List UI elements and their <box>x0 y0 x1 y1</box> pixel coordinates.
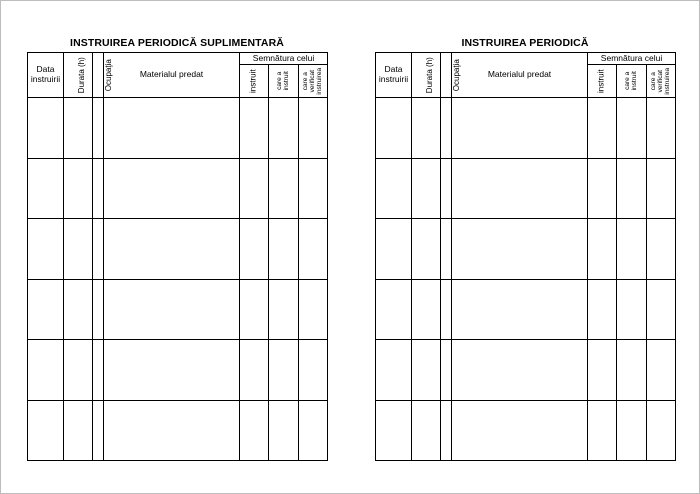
cell-data[interactable] <box>376 340 412 401</box>
cell-verificat[interactable] <box>299 98 328 159</box>
table-row <box>376 158 676 219</box>
cell-durata[interactable] <box>412 400 441 461</box>
cell-materialul[interactable] <box>104 340 240 401</box>
cell-ocupatia[interactable] <box>441 158 452 219</box>
cell-care-a-instruit[interactable] <box>617 98 647 159</box>
table-row <box>28 98 328 159</box>
cell-materialul[interactable] <box>104 279 240 340</box>
header-durata: Durata (h) <box>412 53 441 98</box>
cell-ocupatia[interactable] <box>93 98 104 159</box>
cell-materialul[interactable] <box>452 340 588 401</box>
header-semnatura: Semnătura celui <box>588 53 676 65</box>
cell-durata[interactable] <box>64 158 93 219</box>
cell-verificat[interactable] <box>647 400 676 461</box>
header-durata: Durata (h) <box>64 53 93 98</box>
cell-verificat[interactable] <box>647 219 676 280</box>
cell-instruit[interactable] <box>588 98 617 159</box>
cell-care-a-instruit[interactable] <box>617 279 647 340</box>
table-row <box>28 219 328 280</box>
cell-data[interactable] <box>376 158 412 219</box>
table-row <box>28 158 328 219</box>
cell-care-a-instruit[interactable] <box>269 158 299 219</box>
cell-materialul[interactable] <box>452 219 588 280</box>
cell-care-a-instruit[interactable] <box>269 219 299 280</box>
cell-durata[interactable] <box>412 98 441 159</box>
header-ocupatia: Ocupaţia <box>441 53 452 98</box>
cell-data[interactable] <box>376 98 412 159</box>
cell-instruit[interactable] <box>240 158 269 219</box>
cell-durata[interactable] <box>64 219 93 280</box>
header-materialul-predat: Materialul predat <box>452 53 588 98</box>
cell-durata[interactable] <box>64 340 93 401</box>
cell-durata[interactable] <box>412 279 441 340</box>
cell-ocupatia[interactable] <box>93 279 104 340</box>
header-semnatura: Semnătura celui <box>240 53 328 65</box>
cell-data[interactable] <box>28 400 64 461</box>
cell-materialul[interactable] <box>452 98 588 159</box>
cell-durata[interactable] <box>412 219 441 280</box>
header-data-instruirii: Data instruirii <box>376 53 412 98</box>
table-row <box>28 400 328 461</box>
cell-materialul[interactable] <box>104 98 240 159</box>
cell-verificat[interactable] <box>647 98 676 159</box>
page-title: INSTRUIREA PERIODICĂ SUPLIMENTARĂ <box>70 37 284 49</box>
cell-ocupatia[interactable] <box>93 158 104 219</box>
cell-instruit[interactable] <box>240 340 269 401</box>
header-materialul-predat: Materialul predat <box>104 53 240 98</box>
header-care-a-verificat: care a verificat instruirea <box>299 65 328 98</box>
header-ocupatia: Ocupaţia <box>93 53 104 98</box>
cell-materialul[interactable] <box>452 279 588 340</box>
cell-verificat[interactable] <box>299 219 328 280</box>
cell-care-a-instruit[interactable] <box>617 219 647 280</box>
cell-verificat[interactable] <box>647 340 676 401</box>
cell-verificat[interactable] <box>299 340 328 401</box>
cell-instruit[interactable] <box>588 219 617 280</box>
cell-instruit[interactable] <box>240 98 269 159</box>
cell-durata[interactable] <box>64 98 93 159</box>
cell-ocupatia[interactable] <box>93 340 104 401</box>
cell-durata[interactable] <box>412 340 441 401</box>
cell-materialul[interactable] <box>104 158 240 219</box>
cell-instruit[interactable] <box>240 400 269 461</box>
header-data-instruirii: Data instruirii <box>28 53 64 98</box>
cell-instruit[interactable] <box>588 340 617 401</box>
cell-data[interactable] <box>28 158 64 219</box>
cell-verificat[interactable] <box>299 400 328 461</box>
table-row <box>376 340 676 401</box>
cell-data[interactable] <box>28 219 64 280</box>
header-care-a-instruit: care a instruit <box>617 65 647 98</box>
cell-ocupatia[interactable] <box>441 400 452 461</box>
training-log-table <box>375 52 676 461</box>
table-row <box>28 340 328 401</box>
training-log-table <box>27 52 328 461</box>
cell-instruit[interactable] <box>588 158 617 219</box>
cell-materialul[interactable] <box>452 400 588 461</box>
table-row <box>376 279 676 340</box>
cell-materialul[interactable] <box>452 158 588 219</box>
cell-instruit[interactable] <box>588 279 617 340</box>
cell-materialul[interactable] <box>104 219 240 280</box>
cell-ocupatia[interactable] <box>93 219 104 280</box>
cell-ocupatia[interactable] <box>441 279 452 340</box>
cell-care-a-instruit[interactable] <box>617 340 647 401</box>
cell-durata[interactable] <box>64 279 93 340</box>
cell-verificat[interactable] <box>647 279 676 340</box>
header-instruit: instruit <box>240 65 269 98</box>
cell-data[interactable] <box>376 400 412 461</box>
cell-ocupatia[interactable] <box>93 400 104 461</box>
cell-data[interactable] <box>28 279 64 340</box>
header-care-a-verificat: care a verificat instruirea <box>647 65 676 98</box>
cell-verificat[interactable] <box>647 158 676 219</box>
page-title: INSTRUIREA PERIODICĂ <box>461 37 589 49</box>
cell-data[interactable] <box>376 279 412 340</box>
cell-care-a-instruit[interactable] <box>269 400 299 461</box>
header-instruit: instruit <box>588 65 617 98</box>
cell-ocupatia[interactable] <box>441 219 452 280</box>
cell-ocupatia[interactable] <box>441 340 452 401</box>
cell-instruit[interactable] <box>240 279 269 340</box>
header-care-a-instruit: care a instruit <box>269 65 299 98</box>
table-row <box>376 98 676 159</box>
cell-durata[interactable] <box>64 400 93 461</box>
cell-instruit[interactable] <box>240 219 269 280</box>
cell-materialul[interactable] <box>104 400 240 461</box>
table-row <box>28 279 328 340</box>
cell-care-a-instruit[interactable] <box>269 340 299 401</box>
cell-durata[interactable] <box>412 158 441 219</box>
cell-care-a-instruit[interactable] <box>269 98 299 159</box>
cell-data[interactable] <box>28 340 64 401</box>
cell-care-a-instruit[interactable] <box>269 279 299 340</box>
cell-data[interactable] <box>28 98 64 159</box>
cell-data[interactable] <box>376 219 412 280</box>
table-row <box>376 219 676 280</box>
cell-verificat[interactable] <box>299 279 328 340</box>
table-row <box>376 400 676 461</box>
cell-care-a-instruit[interactable] <box>617 400 647 461</box>
cell-care-a-instruit[interactable] <box>617 158 647 219</box>
cell-instruit[interactable] <box>588 400 617 461</box>
cell-verificat[interactable] <box>299 158 328 219</box>
cell-ocupatia[interactable] <box>441 98 452 159</box>
